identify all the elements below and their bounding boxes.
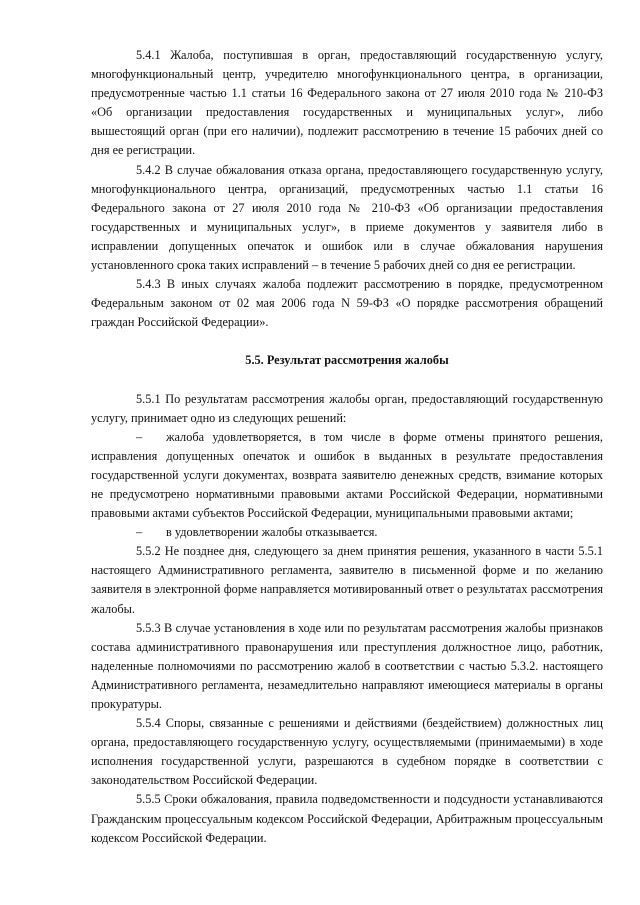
section-heading-5-5: 5.5. Результат рассмотрения жалобы: [245, 353, 449, 368]
paragraph-5-5-3: 5.5.3 В случае установления в ходе или по результатам рассмотрения жалобы признаков состава административного правонарушения или преступления должностное лицо, работник, наделенные полномочиями по рассмотрению жалоб в соответствии с частью 5.3.2. настоящего Административного регламента, незамедлительно направляют имеющиеся материалы в органы прокуратуры.: [91, 620, 603, 711]
bullet-dash: –: [136, 429, 143, 444]
paragraph-5-4-2: 5.4.2 В случае обжалования отказа органа, предоставляющего государственную услугу, многофункционального центра, организаций, предусмотренных частью 1.1 статьи 16 Федерального закона от 27 июля 2010 года № 210-ФЗ «Об организации предоставления государственных и муниципальных услуг», в приеме документов у заявителя либо в исправлении допущенных опечаток и ошибок или в случае обжалования нарушения установленного срока таких исправлений – в течение 5 рабочих дней со дня ее регистрации.: [91, 162, 603, 273]
list-item-rejected: [91, 523, 603, 542]
bullet-dash: –: [136, 525, 143, 540]
paragraph-5-5-2: 5.5.2 Не позднее дня, следующего за днем принятия решения, указанного в части 5.5.1 настоящего Административного регламента, заявителю в письменной форме и по желанию заявителя в электронной форме направляется мотивированный ответ о результатах рассмотрения жалобы.: [91, 544, 603, 616]
paragraph-5-5-4: 5.5.4 Споры, связанные с решениями и действиями (бездействием) должностных лиц органа, предоставляющего государственную услугу, осуществляемыми (принимаемыми) в ходе исполнения государственной услуги, разрешаются в судебном порядке в соответствии с законодательством Российской Федерации.: [91, 716, 603, 788]
list-item-text: в удовлетворении жалобы отказывается.: [166, 525, 378, 540]
paragraph-5-4-3: 5.4.3 В иных случаях жалоба подлежит рассмотрению в порядке, предусмотренном Федеральным законом от 02 мая 2006 года N 59-ФЗ «О порядке рассмотрения обращений граждан Российской Федерации».: [91, 277, 603, 330]
paragraph-5-5-1: 5.5.1 По результатам рассмотрения жалобы орган, предоставляющий государственную услугу, принимает одно из следующих решений:: [91, 391, 603, 425]
paragraph-5-5-5: 5.5.5 Сроки обжалования, правила подведомственности и подсудности устанавливаются Гражданским процессуальным кодексом Российской Федерации, Арбитражным процессуальным кодексом Российской Федерации.: [91, 792, 603, 845]
list-item-text: жалоба удовлетворяется, в том числе в форме отмены принятого решения, исправления допущенных опечаток и ошибок в выданных в результате предоставления государственной услуги документах, возврата заявителю денежных средств, взимание которых не предусмотрено нормативными правовыми актами Российской Федерации, нормативными правовыми актами субъектов Российской Федерации, муниципальными правовыми актами;: [91, 429, 603, 521]
list-item-satisfied: [91, 428, 603, 523]
paragraph-5-4-1: 5.4.1 Жалоба, поступившая в орган, предоставляющий государственную услугу, многофункциональный центр, учредителю многофункционального центра, в организации, предусмотренные частью 1.1 статьи 16 Федерального закона от 27 июля 2010 года № 210-ФЗ «Об организации предоставления государственных и муниципальных услуг», либо вышестоящий орган (при его наличии), подлежит рассмотрению в течение 15 рабочих дней со дня ее регистрации.: [91, 48, 603, 158]
